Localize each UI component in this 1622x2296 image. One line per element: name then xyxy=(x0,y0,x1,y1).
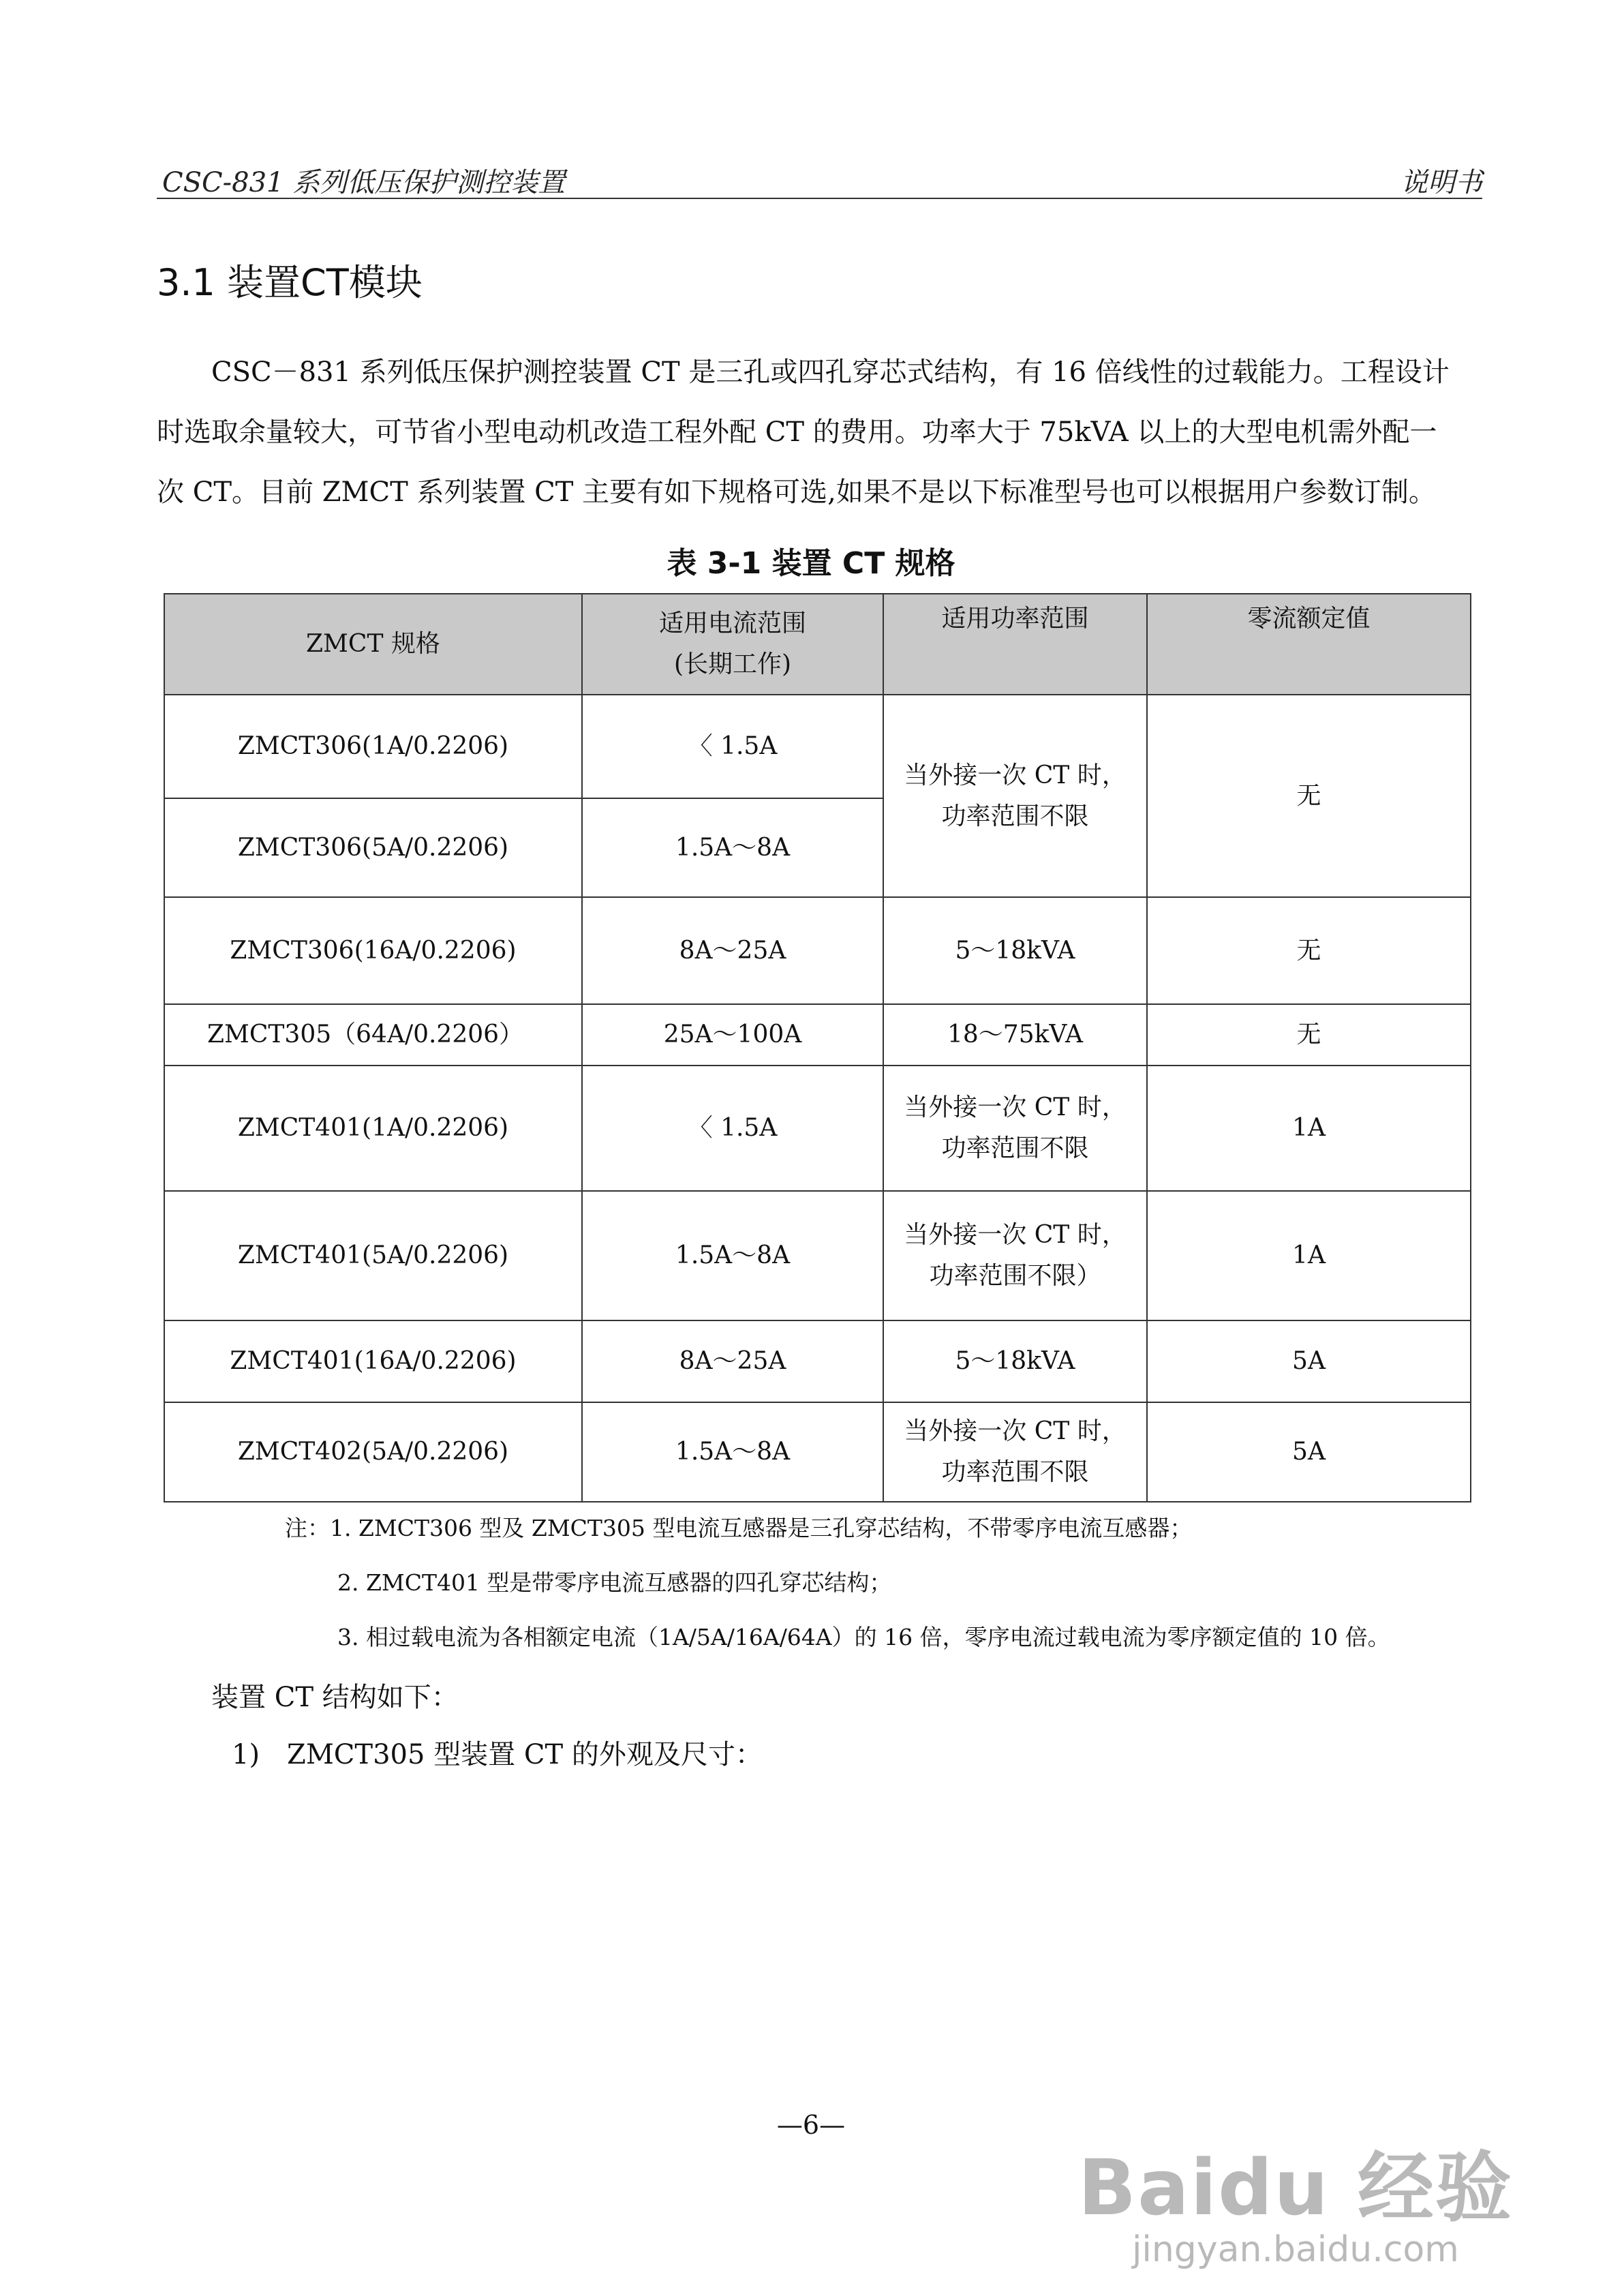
cell-power-line1: 当外接一次 CT 时， xyxy=(904,761,1127,789)
header-divider xyxy=(157,198,1482,199)
header-current-line2: (长期工作) xyxy=(673,650,792,678)
cell-power-line1: 当外接一次 CT 时， xyxy=(904,1417,1127,1445)
cell-power-line1: 当外接一次 CT 时， xyxy=(904,1093,1127,1121)
cell-current: 8A～25A xyxy=(582,897,883,1004)
list-item-1: 1) ZMCT305 型装置 CT 的外观及尺寸： xyxy=(232,1739,763,1770)
table-row xyxy=(164,1402,1471,1502)
header-title: CSC-831 系列低压保护测控装置 xyxy=(162,167,566,198)
cell-spec: ZMCT401(16A/0.2206) xyxy=(164,1320,582,1402)
header-current-line1: 适用电流范围 xyxy=(658,609,806,637)
cell-power-line2: 功率范围不限 xyxy=(941,802,1089,830)
cell-spec: ZMCT306(16A/0.2206) xyxy=(164,897,582,1004)
cell-power xyxy=(883,1191,1147,1320)
cell-power: 5～18kVA xyxy=(883,1320,1147,1402)
cell-current: 1.5A～8A xyxy=(582,798,883,897)
header-doc-type: 说明书 xyxy=(1401,167,1482,198)
page-number: —6— xyxy=(776,2110,846,2140)
cell-power: 5～18kVA xyxy=(883,897,1147,1004)
cell-current: 〈 1.5A xyxy=(582,1066,883,1191)
cell-zero: 无 xyxy=(1147,897,1471,1004)
header-spec: ZMCT 规格 xyxy=(164,594,582,695)
cell-power-line2: 功率范围不限） xyxy=(929,1262,1101,1290)
cell-spec: ZMCT401(1A/0.2206) xyxy=(164,1066,582,1191)
cell-spec: ZMCT401(5A/0.2206) xyxy=(164,1191,582,1320)
cell-current: 8A～25A xyxy=(582,1320,883,1402)
table-row xyxy=(164,1004,1471,1066)
watermark-site: jingyan.baidu.com xyxy=(1131,2229,1459,2270)
cell-zero-merged: 无 xyxy=(1147,695,1471,897)
table-row xyxy=(164,897,1471,1004)
cell-power-line1: 当外接一次 CT 时， xyxy=(904,1221,1127,1249)
baidu-watermark xyxy=(1077,2144,1513,2270)
section-title: 3.1 装置CT模块 xyxy=(157,261,423,304)
table-row xyxy=(164,695,1471,798)
cell-zero: 无 xyxy=(1147,1004,1471,1066)
cell-zero: 5A xyxy=(1147,1320,1471,1402)
cell-spec: ZMCT402(5A/0.2206) xyxy=(164,1402,582,1502)
header-power: 适用功率范围 xyxy=(883,594,1147,695)
cell-spec: ZMCT306(5A/0.2206) xyxy=(164,798,582,897)
cell-current: 1.5A～8A xyxy=(582,1402,883,1502)
intro-paragraph xyxy=(157,342,1482,522)
cell-current: 〈 1.5A xyxy=(582,695,883,798)
cell-power-line2: 功率范围不限 xyxy=(941,1134,1089,1162)
ct-spec-table xyxy=(164,593,1471,1502)
cell-zero: 1A xyxy=(1147,1191,1471,1320)
table-caption: 表 3-1 装置 CT 规格 xyxy=(667,546,955,581)
header-current xyxy=(582,594,883,695)
note-1: 注：1. ZMCT306 型及 ZMCT305 型电流互感器是三孔穿芯结构，不带零序电流互感器； xyxy=(285,1515,1193,1541)
cell-power-merged xyxy=(883,695,1147,897)
paragraph-line-3: 次 CT。目前 ZMCT 系列装置 CT 主要有如下规格可选,如果不是以下标准型号也可以根据用户参数订制。 xyxy=(157,477,1436,508)
cell-current: 1.5A～8A xyxy=(582,1191,883,1320)
cell-spec: ZMCT306(1A/0.2206) xyxy=(164,695,582,798)
table-header-row xyxy=(164,594,1471,695)
cell-power-line2: 功率范围不限 xyxy=(941,1458,1089,1486)
cell-zero: 5A xyxy=(1147,1402,1471,1502)
table-row xyxy=(164,1320,1471,1402)
cell-power xyxy=(883,1402,1147,1502)
cell-zero: 1A xyxy=(1147,1066,1471,1191)
cell-current: 25A～100A xyxy=(582,1004,883,1066)
table-row xyxy=(164,1191,1471,1320)
table-row xyxy=(164,1066,1471,1191)
cell-power: 18～75kVA xyxy=(883,1004,1147,1066)
paragraph-line-1: CSC－831 系列低压保护测控装置 CT 是三孔或四孔穿芯式结构，有 16 倍线性的过载能力。工程设计 xyxy=(211,357,1450,388)
note-3: 3. 相过载电流为各相额定电流（1A/5A/16A/64A）的 16 倍，零序电流过载电流为零序额定值的 10 倍。 xyxy=(337,1624,1390,1650)
note-2: 2. ZMCT401 型是带零序电流互感器的四孔穿芯结构； xyxy=(337,1569,892,1596)
cell-spec: ZMCT305（64A/0.2206） xyxy=(164,1004,582,1066)
cell-power xyxy=(883,1066,1147,1191)
structure-intro: 装置 CT 结构如下： xyxy=(211,1682,459,1713)
watermark-logo: Baidu 经验 xyxy=(1077,2144,1513,2233)
header-zero: 零流额定值 xyxy=(1147,594,1471,695)
paragraph-line-2: 时选取余量较大，可节省小型电动机改造工程外配 CT 的费用。功率大于 75kVA 以上的大型电机需外配一 xyxy=(157,417,1437,448)
